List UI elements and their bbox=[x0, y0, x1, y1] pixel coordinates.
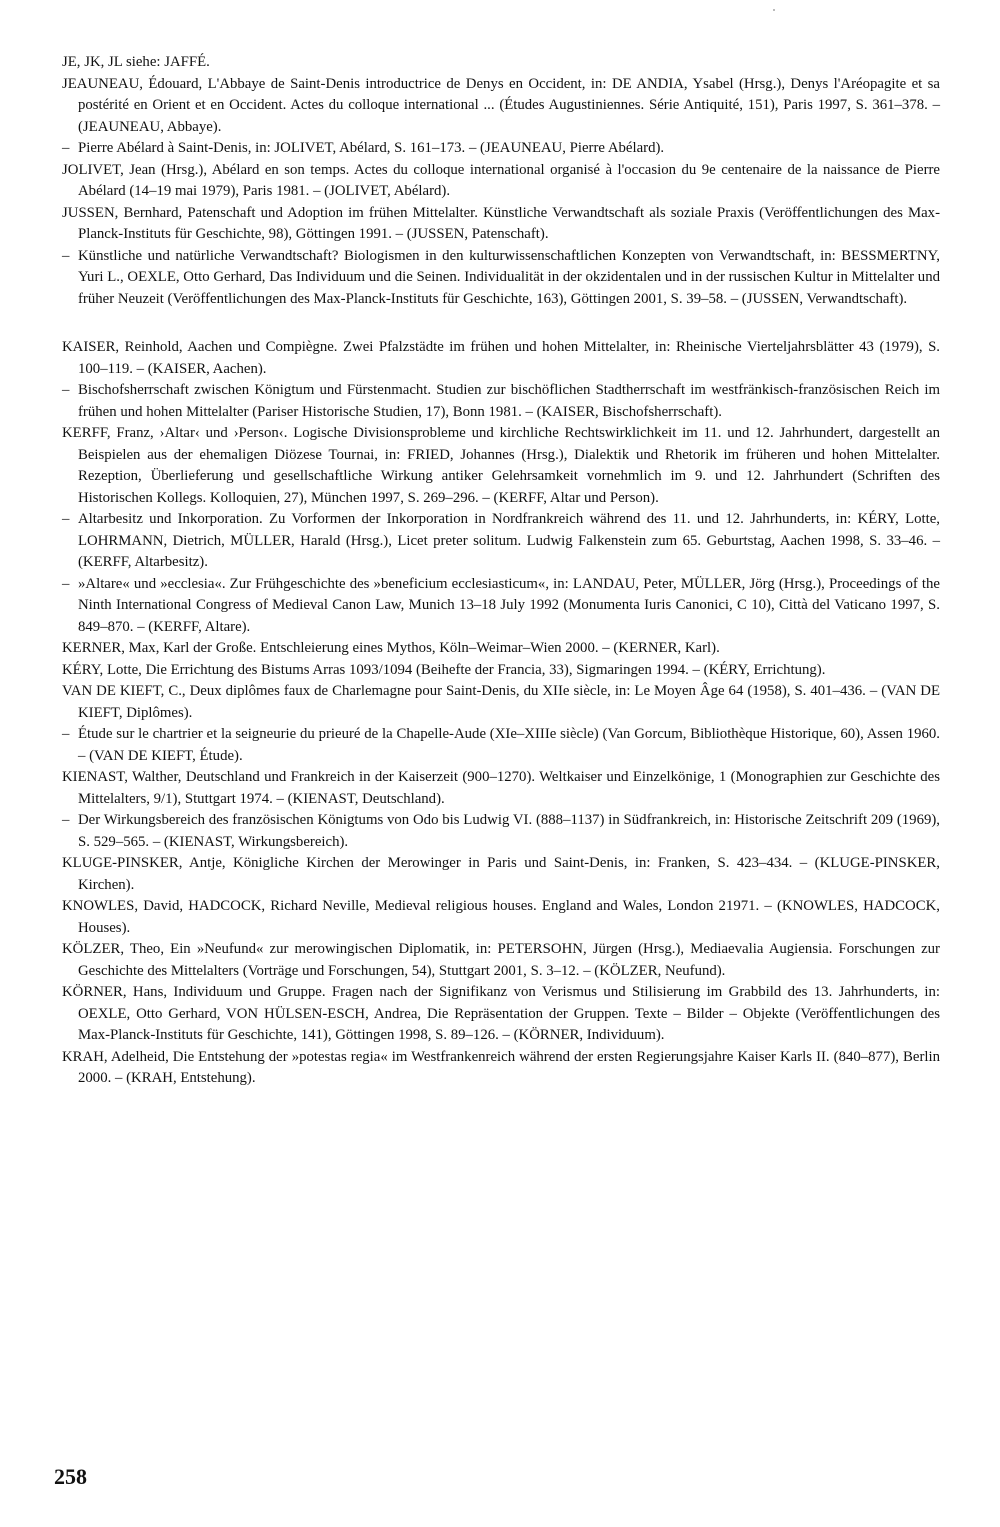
subentry-text: Der Wirkungsbereich des französischen Königtums von Odo bis Ludwig VI. (888–1137) in Südfrankreich, in: Historische Zeitschrift 209 (1969), S. 529–565. – (KIENAST, Wirkungsbereich). bbox=[78, 812, 940, 850]
bibliography-entry: JE, JK, JL siehe: JAFFÉ. bbox=[62, 54, 210, 70]
bibliography-subentry bbox=[62, 138, 940, 160]
subentry-text: Bischofsherrschaft zwischen Königtum und Fürstenmacht. Studien zur bischöflichen Stadtherrschaft im westfränkisch-französischen Reich im frühen und hohen Mittelalter (Pariser Historische Studien, 17), Bonn 1981. – (KAISER, Bischofsherrschaft). bbox=[78, 382, 940, 420]
entry-dash: – bbox=[62, 726, 70, 742]
bibliography-entry: JUSSEN, Bernhard, Patenschaft und Adoption im frühen Mittelalter. Künstliche Verwandtschaft als soziale Praxis (Veröffentlichungen des Max-Planck-Instituts für Geschichte, 98), Göttingen 1991. – (JUSSEN, Patenschaft). bbox=[62, 204, 940, 242]
bibliography-entry: JEAUNEAU, Édouard, L'Abbaye de Saint-Denis introductrice de Denys en Occident, in: DE ANDIA, Ysabel (Hrsg.), Denys l'Aréopagite et sa postérité en Orient et en Occident. Actes du colloque international ... (Études Augustiniennes. Série Antiquité, 151), Paris 1997, S. 361–378. – (JEAUNEAU, Abbaye). bbox=[62, 75, 940, 135]
page-number: 258 bbox=[54, 1464, 87, 1489]
bibliography-entry: KNOWLES, David, HADCOCK, Richard Neville, Medieval religious houses. England and Wales, London 21971. – (KNOWLES, HADCOCK, Houses). bbox=[62, 898, 940, 936]
bibliography-page bbox=[62, 52, 940, 1090]
bibliography-subentry bbox=[62, 246, 940, 311]
subentry-text: Künstliche und natürliche Verwandtschaft? Biologismen in den kulturwissenschaftlichen Konzepten von Verwandtschaft, in: BESSMERTNY, Yuri L., OEXLE, Otto Gerhard, Das Individuum und die Seinen. Individualität in der okzidentalen und in der russischen Kultur in Mittelalter und früher Neuzeit (Veröffentlichungen des Max-Planck-Instituts für Geschichte, 163), Göttingen 2001, S. 39–58. – (JUSSEN, Verwandtschaft). bbox=[78, 247, 940, 307]
letter-gap bbox=[62, 310, 940, 337]
subentry-text: Altarbesitz und Inkorporation. Zu Vorformen der Inkorporation in Nordfrankreich während des 11. und 12. Jahrhunderts, in: KÉRY, Lotte, LOHRMANN, Dietrich, MÜLLER, Harald (Hrsg.), Licet preter solitum. Ludwig Falkenstein zum 65. Geburtstag, Aachen 1998, S. 33–46. – (KERFF, Altarbesitz). bbox=[78, 511, 940, 570]
bibliography-entry: KLUGE-PINSKER, Antje, Königliche Kirchen der Merowinger in Paris und Saint-Denis, in: Franken, S. 423–434. – (KLUGE-PINSKER, Kirchen). bbox=[62, 855, 940, 893]
bibliography-subentry bbox=[62, 509, 940, 574]
entry-dash: – bbox=[62, 140, 70, 156]
bibliography-subentry bbox=[62, 724, 940, 767]
bibliography-entry: KÉRY, Lotte, Die Errichtung des Bistums Arras 1093/1094 (Beihefte der Francia, 33), Sigmaringen 1994. – (KÉRY, Errichtung). bbox=[62, 661, 826, 678]
subentry-text: »Altare« und »ecclesia«. Zur Frühgeschichte des »beneficium ecclesiasticum«, in: LANDAU, Peter, MÜLLER, Jörg (Hrsg.), Proceedings of the Ninth International Congress of Medieval Canon Law, Munich 13–18 July 1992 (Monumenta Iuris Canonici, C 10), Città del Vaticano 1997, S. 849–870. – (KERFF, Altare). bbox=[78, 575, 940, 635]
entry-dash: – bbox=[62, 511, 70, 527]
bibliography-subentry bbox=[62, 810, 940, 853]
subentry-text: Pierre Abélard à Saint-Denis, in: JOLIVET, Abélard, S. 161–173. – (JEAUNEAU, Pierre Abélard). bbox=[78, 140, 665, 156]
subentry-text: Étude sur le chartrier et la seigneurie du prieuré de la Chapelle-Aude (XIe–XIIIe siècle) (Van Gorcum, Bibliothèque Historique, 60), Assen 1960. – (VAN DE KIEFT, Étude). bbox=[78, 726, 940, 764]
scan-speck bbox=[773, 9, 775, 11]
bibliography-entry: VAN DE KIEFT, C., Deux diplômes faux de Charlemagne pour Saint-Denis, du XIIe siècle, in: Le Moyen Âge 64 (1958), S. 401–436. – (VAN DE KIEFT, Diplômes). bbox=[62, 683, 940, 721]
entry-dash: – bbox=[62, 575, 70, 592]
bibliography-entry: KIENAST, Walther, Deutschland und Frankreich in der Kaiserzeit (900–1270). Weltkaiser und Einzelkönige, 1 (Monographien zur Geschichte des Mittelalters, 9/1), Stuttgart 1974. – (KIENAST, Deutschland). bbox=[62, 769, 940, 807]
entry-dash: – bbox=[62, 382, 70, 398]
bibliography-entry: KERNER, Max, Karl der Große. Entschleierung eines Mythos, Köln–Weimar–Wien 2000. – (KERNER, Karl). bbox=[62, 640, 720, 656]
bibliography-entry: KÖRNER, Hans, Individuum und Gruppe. Fragen nach der Signifikanz von Verismus und Stilisierung im Grabbild des 13. Jahrhunderts, in: OEXLE, Otto Gerhard, VON HÜLSEN-ESCH, Andrea, Die Repräsentation der Gruppen. Texte – Bilder – Objekte (Veröffentlichungen des Max-Planck-Instituts für Geschichte, 141), Göttingen 1998, S. 89–126. – (KÖRNER, Individuum). bbox=[62, 984, 940, 1043]
bibliography-entry: KERFF, Franz, ›Altar‹ und ›Person‹. Logische Divisionsprobleme und kirchliche Rechtswirklichkeit im 11. und 12. Jahrhundert, dargestellt an Beispielen aus der ehemaligen Diözese Tournai, in: FRIED, Johannes (Hrsg.), Dialektik und Rhetorik im früheren und hohen Mittelalter. Rezeption, Überlieferung und gesellschaftliche Wirkung antiker Gelehrsamkeit vornehmlich im 9. und 12. Jahrhundert (Schriften des Historischen Kollegs. Kolloquien, 27), München 1997, S. 269–296. – (KERFF, Altar und Person). bbox=[62, 425, 940, 506]
entry-dash: – bbox=[62, 812, 70, 828]
bibliography-entry: KRAH, Adelheid, Die Entstehung der »potestas regia« im Westfrankenreich während der ersten Regierungsjahre Kaiser Karls II. (840–877), Berlin 2000. – (KRAH, Entstehung). bbox=[62, 1048, 940, 1086]
bibliography-entry: KÖLZER, Theo, Ein »Neufund« zur merowingischen Diplomatik, in: PETERSOHN, Jürgen (Hrsg.), Mediaevalia Augiensia. Forschungen zur Geschichte des Mittelalters (Vorträge und Forschungen, 54), Stuttgart 2001, S. 3–12. – (KÖLZER, Neufund). bbox=[62, 941, 940, 979]
bibliography-subentry bbox=[62, 574, 940, 639]
bibliography-entry: JOLIVET, Jean (Hrsg.), Abélard en son temps. Actes du colloque international organisé à l'occasion du 9e centenaire de la naissance de Pierre Abélard (14–19 mai 1979), Paris 1981. – (JOLIVET, Abélard). bbox=[62, 161, 940, 199]
entry-dash: – bbox=[62, 247, 70, 264]
bibliography-subentry bbox=[62, 380, 940, 423]
bibliography-entry: KAISER, Reinhold, Aachen und Compiègne. Zwei Pfalzstädte im frühen und hohen Mittelalter, in: Rheinische Vierteljahrsblätter 43 (1979), S. 100–119. – (KAISER, Aachen). bbox=[62, 339, 940, 377]
